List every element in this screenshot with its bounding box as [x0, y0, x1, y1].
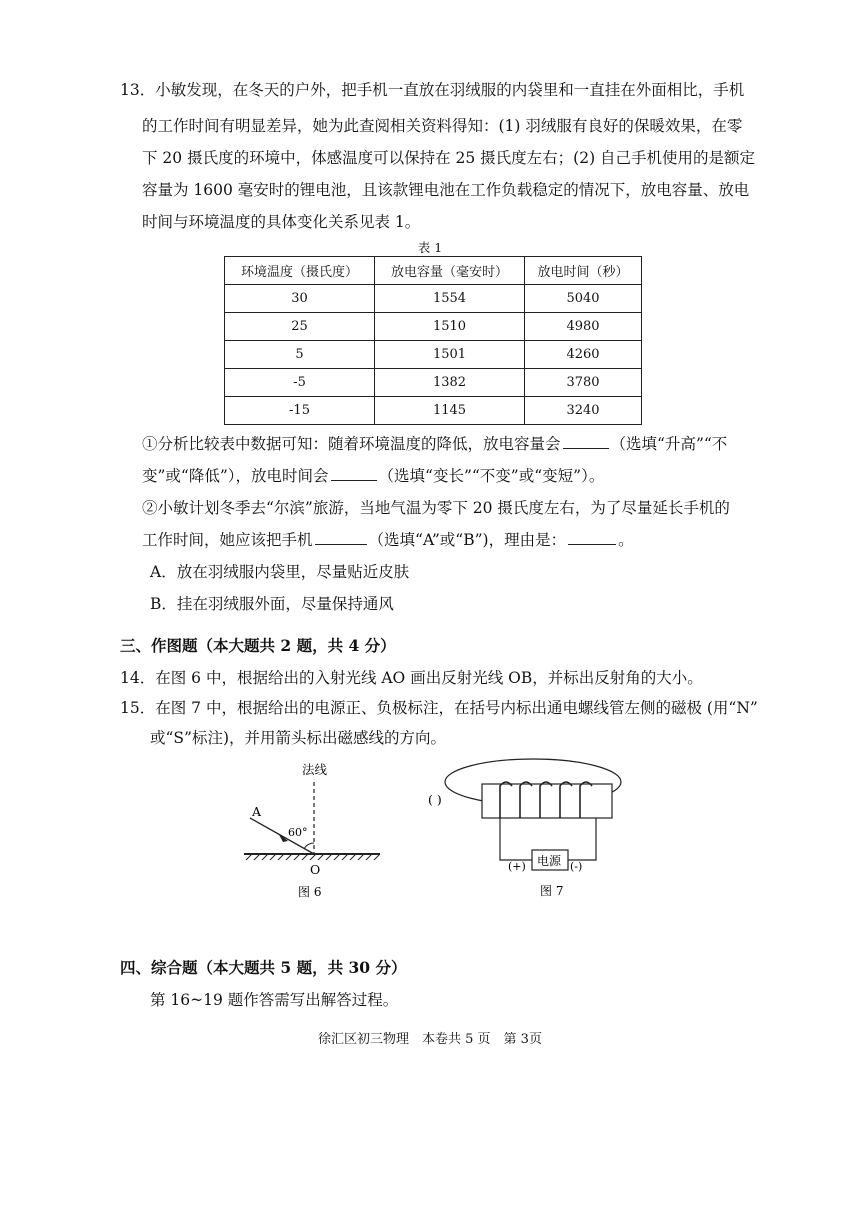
answer-blank-capacity[interactable]: [563, 434, 609, 449]
ray-arrow-icon: [278, 833, 288, 842]
table-cell: -15: [225, 397, 375, 425]
table-cell: 1382: [375, 369, 525, 397]
q14-text: 14．在图 6 中，根据给出的入射光线 AO 画出反射光线 OB，并标出反射角的大小。: [120, 669, 703, 687]
table-header-row: [225, 257, 642, 285]
table-header-cell: 放电容量（毫安时）: [375, 257, 525, 285]
q13-line-4: 容量为 1600 毫安时的锂电池，且该款锂电池在工作负载稳定的情况下，放电容量、放电: [142, 181, 750, 199]
figure-6-caption: 图 6: [298, 885, 322, 899]
angle-arc: [304, 843, 314, 849]
q13-sub1-line-1: [142, 434, 727, 454]
wire-right: [568, 818, 596, 860]
table-cell: -5: [225, 369, 375, 397]
figure-7-caption: 图 7: [540, 884, 564, 898]
q13-sub1-text-a: ①分析比较表中数据可知：随着环境温度的降低，放电容量会: [142, 435, 561, 453]
section-3-heading: 三、作图题（本大题共 2 题，共 4 分）: [120, 636, 396, 655]
option-b: B．挂在羽绒服外面，尽量保持通风: [150, 595, 394, 613]
wire-left: [500, 818, 532, 860]
power-source-label: 电源: [537, 854, 562, 868]
q13-line-5: 时间与环境温度的具体变化关系见表 1。: [142, 213, 421, 231]
q13-sub2-line-2: [142, 530, 634, 550]
table-row: [225, 313, 642, 341]
section-4-heading: 四、综合题（本大题共 5 题，共 30 分）: [120, 958, 407, 977]
table-row: [225, 341, 642, 369]
table-header-cell: 环境温度（摄氏度）: [225, 257, 375, 285]
figure-6-reflection-diagram: [236, 756, 396, 901]
angle-label: 60°: [288, 826, 308, 839]
data-table: [224, 256, 642, 425]
q13-sub1-line-2: [142, 466, 604, 486]
q13-sub2-text-c: （选填“A”或“B”)，理由是：: [368, 531, 567, 549]
answer-blank-reason[interactable]: [568, 530, 616, 545]
positive-terminal-label: (+): [508, 860, 526, 873]
pole-bracket[interactable]: ( ): [428, 792, 442, 807]
point-label: O: [310, 862, 321, 877]
q15-line-1: 15．在图 7 中，根据给出的电源正、负极标注，在括号内标出通电螺线管左侧的磁极 (用“N”: [120, 699, 758, 717]
ray-label: A: [252, 804, 262, 819]
q13-sub2-text-b: 工作时间，她应该把手机: [142, 531, 313, 549]
page-footer: 徐汇区初三物理 本卷共 5 页 第 3页: [318, 1032, 542, 1047]
section-4-note: 第 16~19 题作答需写出解答过程。: [150, 991, 399, 1009]
table-cell: 1510: [375, 313, 525, 341]
answer-blank-choice[interactable]: [315, 530, 367, 545]
table-cell: 5: [225, 341, 375, 369]
table-cell: 4260: [525, 341, 642, 369]
table-cell: 1145: [375, 397, 525, 425]
negative-terminal-label: (-): [570, 860, 583, 873]
table-row: [225, 285, 642, 313]
option-a: A．放在羽绒服内袋里，尽量贴近皮肤: [150, 563, 410, 581]
table-cell: 3240: [525, 397, 642, 425]
q13-line-3: 下 20 摄氏度的环境中，体感温度可以保持在 25 摄氏度左右；(2) 自己手机使用的是额定: [142, 149, 756, 167]
normal-label: 法线: [302, 762, 328, 777]
q13-line-1: 13．小敏发现，在冬天的户外，把手机一直放在羽绒服的内袋里和一直挂在外面相比，手机: [120, 81, 745, 99]
answer-blank-time[interactable]: [331, 466, 377, 481]
table-cell: 4980: [525, 313, 642, 341]
table-cell: 5040: [525, 285, 642, 313]
solenoid-core: [482, 784, 612, 818]
table-row: [225, 397, 642, 425]
q13-sub2-text-d: 。: [618, 531, 634, 549]
table-cell: 30: [225, 285, 375, 313]
q13-line-2: 的工作时间有明显差异，她为此查阅相关资料得知：(1) 羽绒服有良好的保暖效果，在零: [142, 117, 743, 135]
table-row: [225, 369, 642, 397]
table-cell: 25: [225, 313, 375, 341]
table-cell: 3780: [525, 369, 642, 397]
table-cell: 1501: [375, 341, 525, 369]
table-header-cell: 放电时间（秒）: [525, 257, 642, 285]
table-caption: 表 1: [417, 240, 443, 255]
q13-sub1-text-b: （选填“升高”“不: [610, 435, 728, 453]
table-cell: 1554: [375, 285, 525, 313]
q13-sub2-line-1: ②小敏计划冬季去“尔滨”旅游，当地气温为零下 20 摄氏度左右，为了尽量延长手机的: [142, 499, 730, 517]
q13-sub1-text-d: （选填“变长”“不变”或“变短”）。: [378, 467, 605, 485]
figure-7-solenoid-diagram: [420, 752, 650, 902]
q15-line-2: 或“S”标注)，并用箭头标出磁感线的方向。: [150, 729, 447, 747]
q13-sub1-text-c: 变”或“降低”），放电时间会: [142, 467, 329, 485]
